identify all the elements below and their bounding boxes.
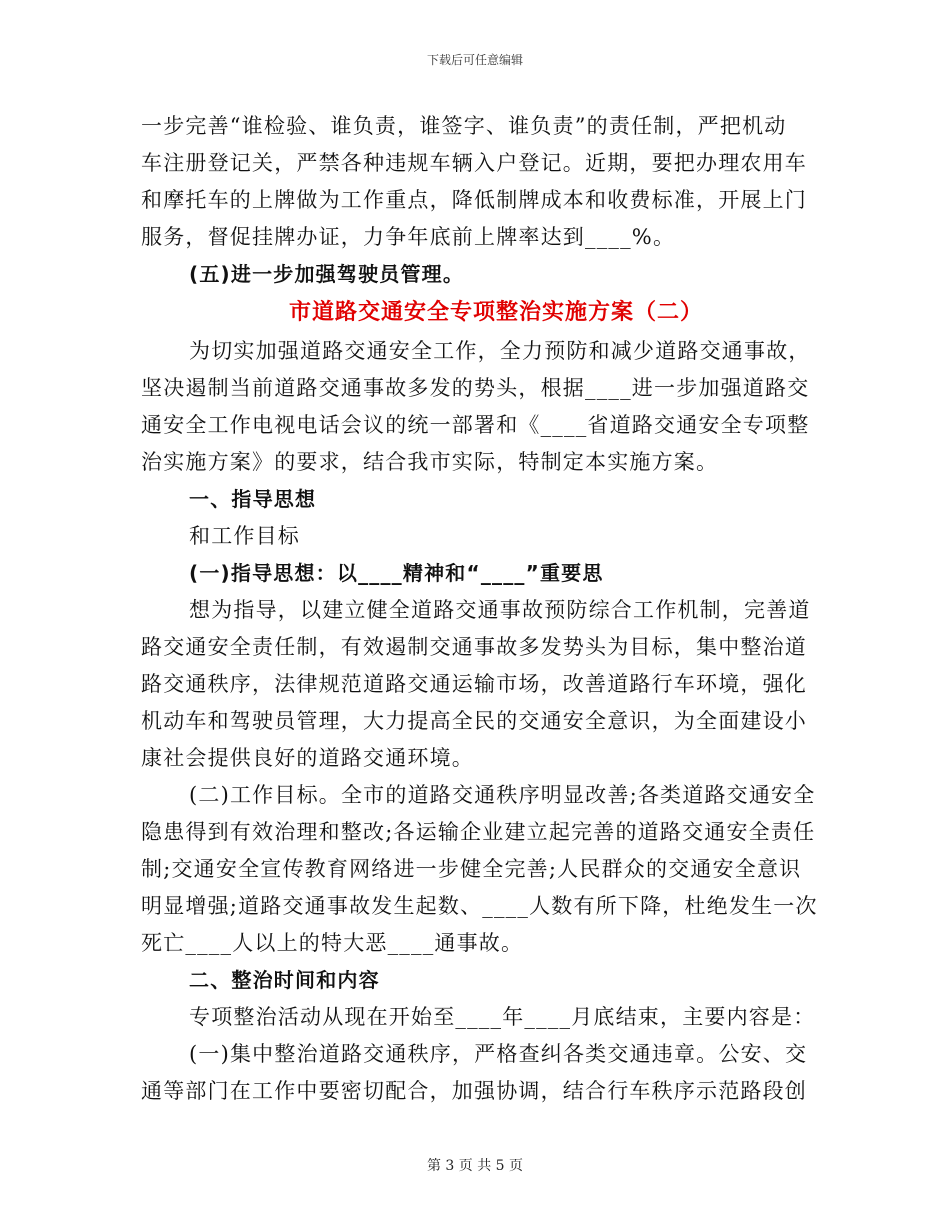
section-heading: 二、整治时间和内容	[189, 968, 380, 992]
text-line: 坚决遏制当前道路交通事故多发的势头，根据____进一步加强道路交	[141, 376, 810, 400]
text-line: 服务，督促挂牌办证，力争年底前上牌率达到____%。	[141, 225, 676, 249]
text-line: 想为指导，以建立健全道路交通事故预防综合工作机制，完善道	[189, 598, 811, 622]
text-line: 隐患得到有效治理和整改;各运输企业建立起完善的道路交通安全责任	[141, 820, 816, 844]
text-line: (一)集中整治道路交通秩序，严格查纠各类交通违章。公安、交	[189, 1042, 808, 1066]
text-line: 康社会提供良好的道路交通环境。	[141, 746, 474, 770]
text-line: 路交通安全责任制，有效遏制交通事故多发势头为目标，集中整治道	[141, 635, 807, 659]
text-line: 一步完善“谁检验、谁负责，谁签字、谁负责”的责任制，严把机动	[141, 114, 787, 138]
text-line: 路交通秩序，法律规范道路交通运输市场，改善道路行车环境，强化	[141, 672, 807, 696]
section-heading: (五)进一步加强驾驶员管理。	[189, 262, 465, 286]
text-line: 死亡____人以上的特大恶____通事故。	[141, 931, 524, 955]
text-line: 和工作目标	[189, 524, 300, 548]
page-footer: 第 3 页 共 5 页	[426, 1158, 524, 1174]
text-line: 车注册登记关，严禁各种违规车辆入户登记。近期，要把办理农用车	[141, 151, 807, 175]
text-line: (二)工作目标。全市的道路交通秩序明显改善;各类道路交通安全	[189, 783, 816, 807]
text-line: 治实施方案》的要求，结合我市实际，特制定本实施方案。	[141, 450, 719, 474]
text-line: 通等部门在工作中要密切配合，加强协调，结合行车秩序示范路段创	[141, 1079, 807, 1103]
text-line: 专项整治活动从现在开始至____年____月底结束，主要内容是：	[189, 1005, 816, 1029]
section-heading: (一)指导思想：以____精神和“____”重要思	[189, 561, 604, 585]
text-line: 和摩托车的上牌做为工作重点，降低制牌成本和收费标准，开展上门	[141, 188, 807, 212]
text-line: 为切实加强道路交通安全工作，全力预防和减少道路交通事故，	[189, 339, 811, 363]
page-header: 下载后可任意编辑	[426, 53, 523, 67]
text-line: 机动车和驾驶员管理，大力提高全民的交通安全意识，为全面建设小	[141, 709, 807, 733]
text-line: 通安全工作电视电话会议的统一部署和《____省道路交通安全专项整	[141, 413, 810, 437]
text-line: 制;交通安全宣传教育网络进一步健全完善;人民群众的交通安全意识	[141, 857, 802, 881]
document-title: 市道路交通安全专项整治实施方案（二）	[288, 300, 703, 325]
document-body	[141, 108, 818, 1110]
section-heading: 一、指导思想	[189, 487, 317, 511]
text-line: 明显增强;道路交通事故发生起数、____人数有所下降，杜绝发生一次	[141, 894, 818, 918]
